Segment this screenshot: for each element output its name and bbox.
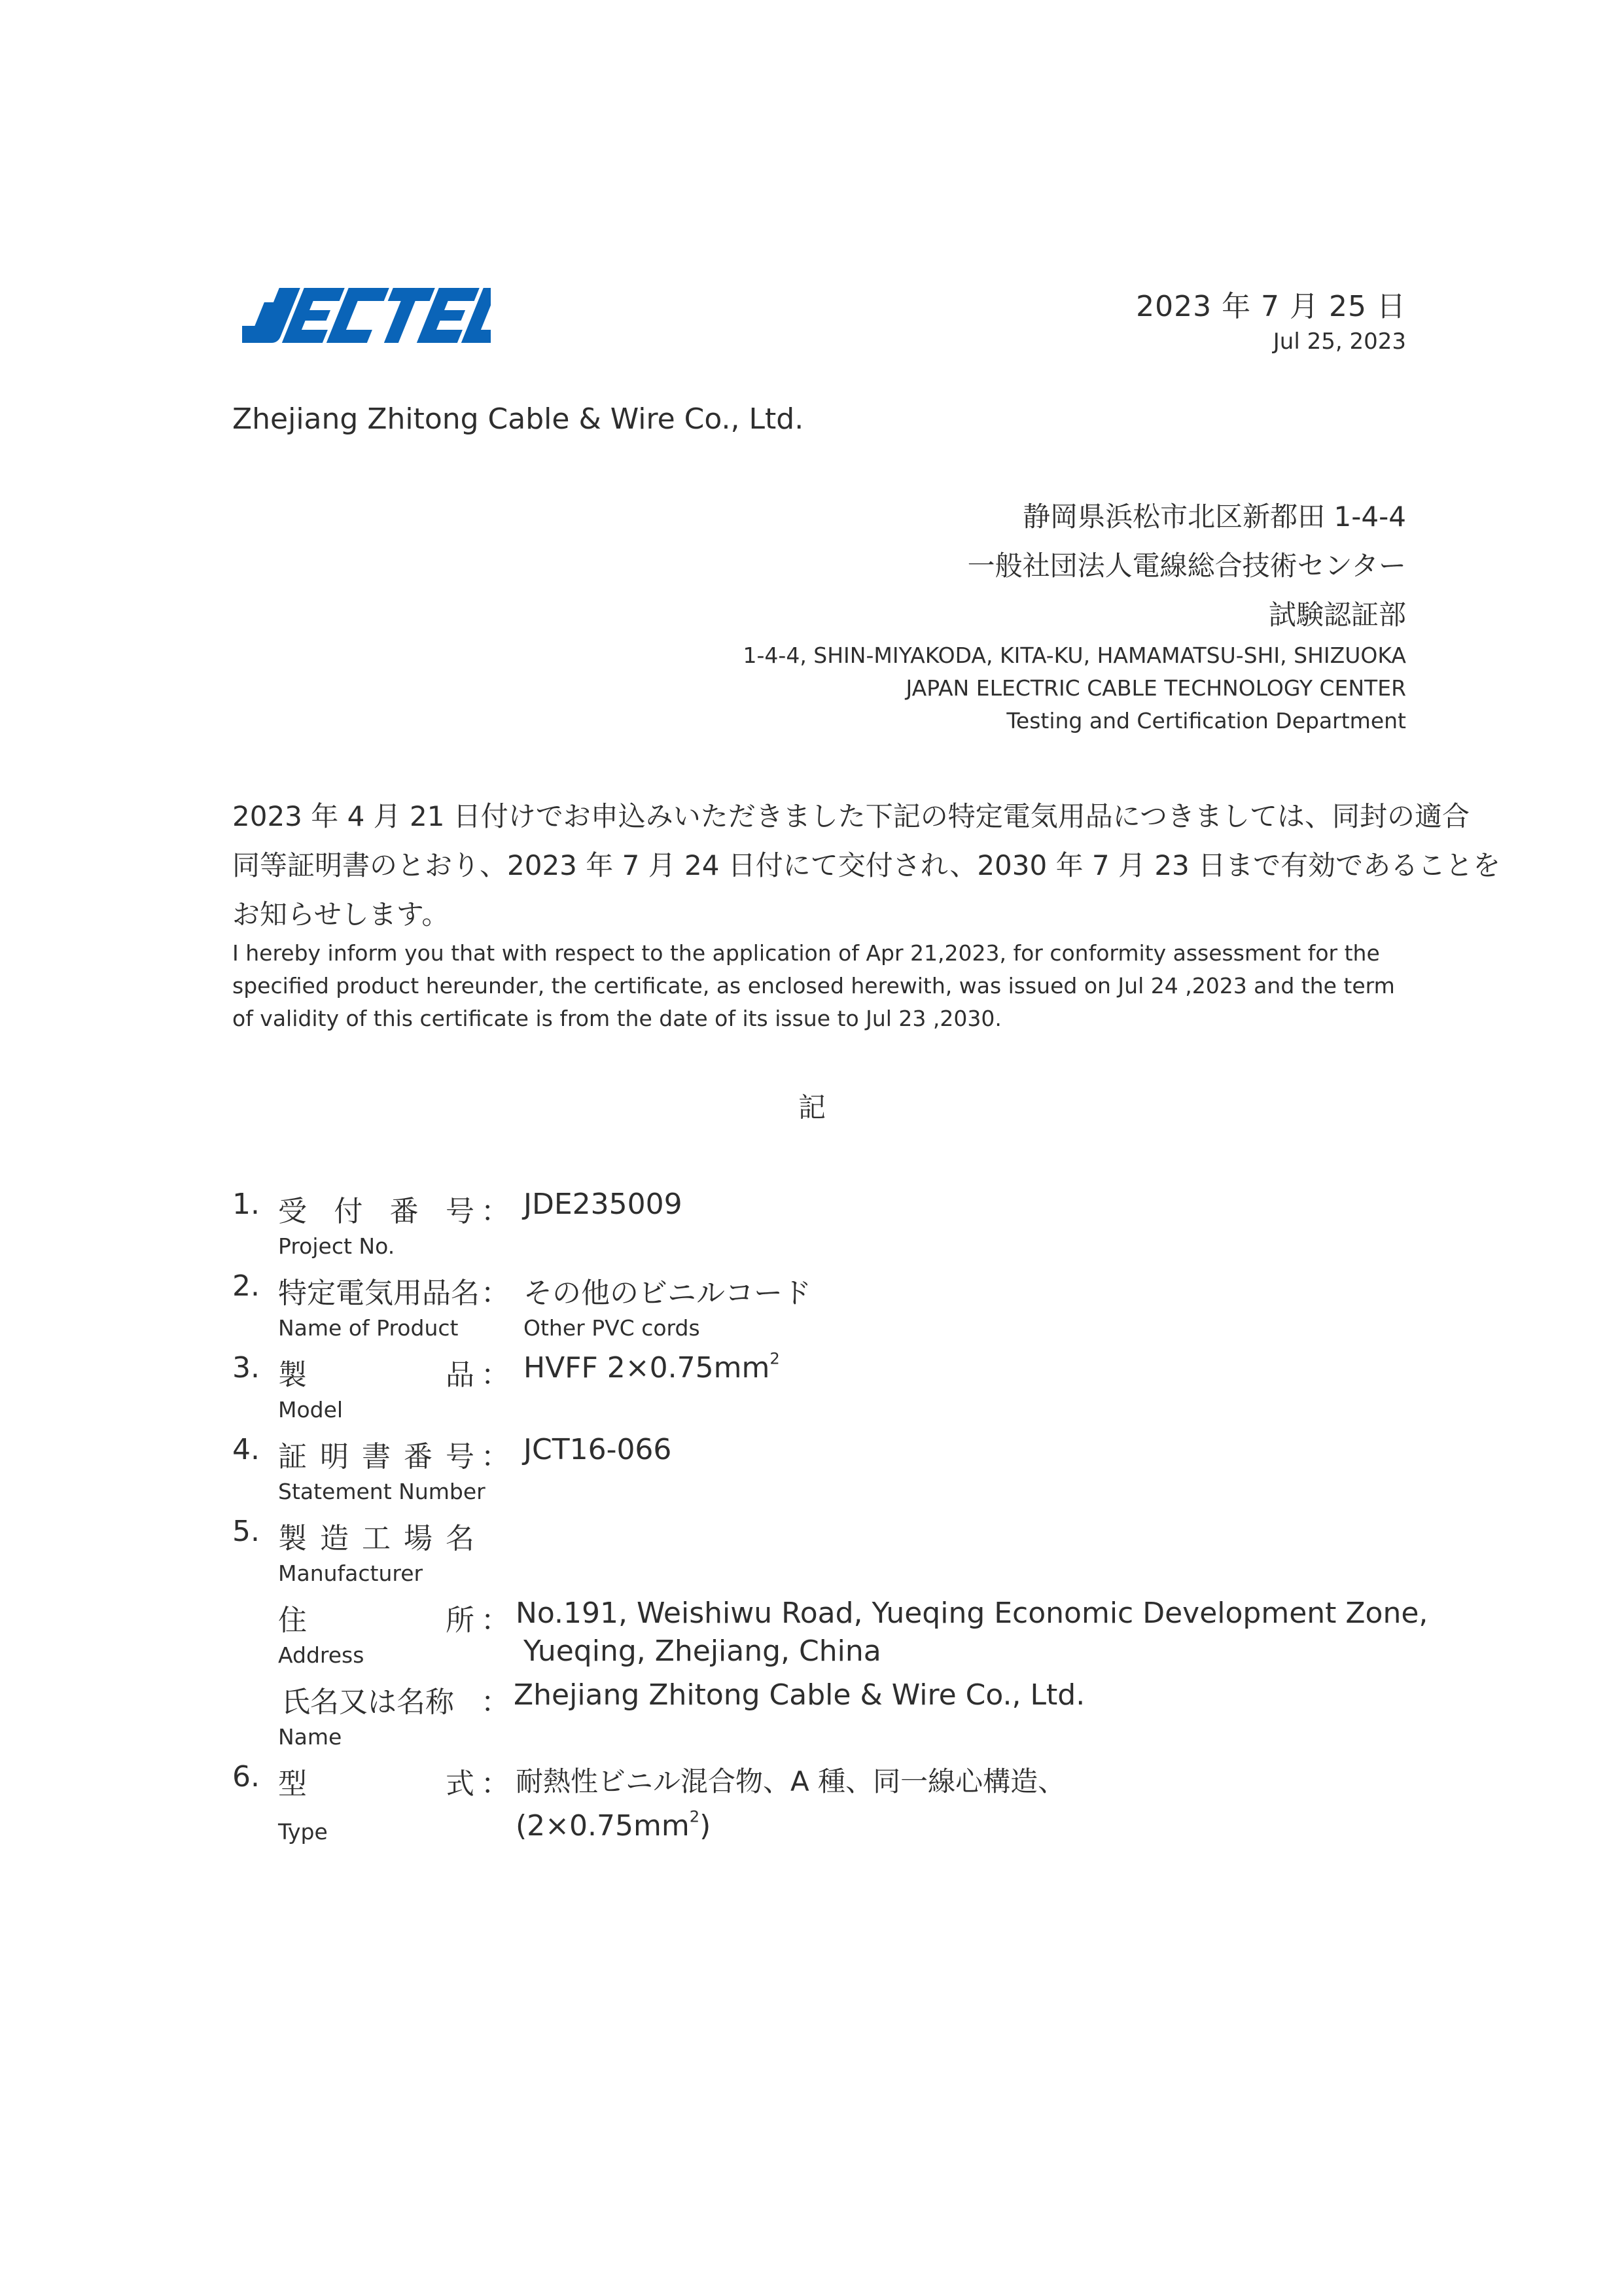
item3-value-sup: 2 [769,1349,780,1368]
jectec-logo-icon [242,283,491,348]
item1-colon: ： [481,1195,510,1228]
item4-label-char: 番 [404,1440,432,1474]
item3-label-char: 製 [278,1358,307,1392]
item4-label-jp [278,1433,474,1475]
address-line-1: No.191, Weishiwu Road, Yueqing Economic Development Zone, [516,1597,1428,1630]
item6-label-jp [278,1760,474,1802]
item6-number: 6. [232,1760,260,1793]
item1-label-char: 号 [445,1195,474,1228]
item5-number: 5. [232,1515,260,1548]
name-label-en: Name [278,1724,342,1750]
item5-label-char: 名 [446,1522,474,1555]
name-label-jp: 氏名又は名称 [281,1686,454,1719]
item4-label-char: 明 [320,1440,349,1474]
item4-number: 4. [232,1433,260,1466]
date-english: Jul 25, 2023 [1273,328,1406,355]
item3-label-char: 品 [446,1358,474,1392]
sender-dept-jp: 試験認証部 [1268,599,1406,631]
item4-label-char: 証 [278,1440,307,1474]
address-label-char: 所 [446,1604,474,1637]
item4-label-char: 号 [446,1440,474,1474]
sender-address-en: 1-4-4, SHIN-MIYAKODA, KITA-KU, HAMAMATSU-SHI, SHIZUOKA [743,643,1406,668]
ki-heading: 記 [798,1091,826,1123]
item6-value-2-text: (2×0.75mm [516,1809,690,1843]
recipient-name: Zhejiang Zhitong Cable & Wire Co., Ltd. [232,402,804,436]
item5-label-char: 工 [362,1522,391,1555]
item5-label-en: Manufacturer [278,1561,423,1586]
item3-value [523,1351,780,1385]
item4-colon: ： [481,1440,510,1474]
item5-label-jp [278,1515,474,1557]
item2-value-en: Other PVC cords [523,1315,700,1341]
item2-value: その他のビニルコード [523,1277,811,1310]
item4-value: JCT16-066 [523,1433,672,1466]
item4-label-en: Statement Number [278,1479,485,1504]
item3-number: 3. [232,1351,260,1385]
item3-label-en: Model [278,1397,344,1422]
item5-label-char: 場 [404,1522,432,1555]
date-japanese: 2023 年 7 月 25 日 [1136,290,1406,323]
item6-label-en: Type [278,1819,328,1845]
item2-label-jp: 特定電気用品名 [278,1277,480,1310]
item6-colon: ： [481,1767,510,1801]
sender-dept-en: Testing and Certification Department [1006,708,1406,733]
body-jp-line-1: 2023 年 4 月 21 日付けでお申込みいただきました下記の特定電気用品につきましては、同封の適合 [232,800,1470,832]
sender-address-jp: 静岡県浜松市北区新都田 1-4-4 [1023,501,1406,533]
sender-org-en: JAPAN ELECTRIC CABLE TECHNOLOGY CENTER [906,675,1406,701]
item3-colon: ： [481,1358,510,1392]
body-en-line-1: I hereby inform you that with respect to the application of Apr 21,2023, for conformity assessment for the [232,940,1380,966]
item3-value-text: HVFF 2×0.75mm [523,1351,770,1385]
body-jp-line-3: お知らせします。 [232,898,450,930]
item1-value: JDE235009 [523,1188,682,1221]
body-en-line-2: specified product hereunder, the certificate, as enclosed herewith, was issued on Jul 24 ,2023 and the term [232,973,1395,998]
item6-value-2-close: ) [699,1809,711,1843]
body-en-line-3: of validity of this certificate is from the date of its issue to Jul 23 ,2030. [232,1006,1002,1031]
address-colon: ： [481,1604,510,1637]
item6-label-char: 型 [278,1767,307,1801]
item2-colon: ： [481,1277,510,1310]
address-label-char: 住 [278,1604,307,1637]
item2-number: 2. [232,1269,260,1303]
address-label-jp [278,1597,474,1638]
item6-value-2 [516,1809,711,1843]
body-jp-line-2: 同等証明書のとおり、2023 年 7 月 24 日付にて交付され、2030 年 7 月 23 日まで有効であることを [232,849,1501,881]
address-label-en: Address [278,1642,364,1668]
name-value: Zhejiang Zhitong Cable & Wire Co., Ltd. [514,1678,1086,1712]
item2-label-en: Name of Product [278,1315,459,1341]
item1-label-char: 受 [278,1195,307,1228]
item1-label-char: 番 [389,1195,419,1228]
address-line-2: Yueqing, Zhejiang, China [523,1634,881,1668]
item3-label-jp [278,1351,474,1393]
item1-label-en: Project No. [278,1233,395,1259]
item1-label-jp [278,1188,474,1229]
sender-org-jp: 一般社団法人電線総合技術センター [967,550,1406,582]
item5-label-char: 製 [278,1522,307,1555]
item6-value-2-sup: 2 [689,1807,700,1826]
jectec-logo [242,283,491,348]
name-colon: ： [481,1686,510,1719]
item1-number: 1. [232,1188,260,1221]
item6-value: 耐熱性ビニル混合物、A 種、同一線心構造、 [516,1765,1066,1797]
item1-label-char: 付 [334,1195,363,1228]
item6-label-char: 式 [446,1767,474,1801]
item4-label-char: 書 [362,1440,391,1474]
item5-label-char: 造 [320,1522,349,1555]
